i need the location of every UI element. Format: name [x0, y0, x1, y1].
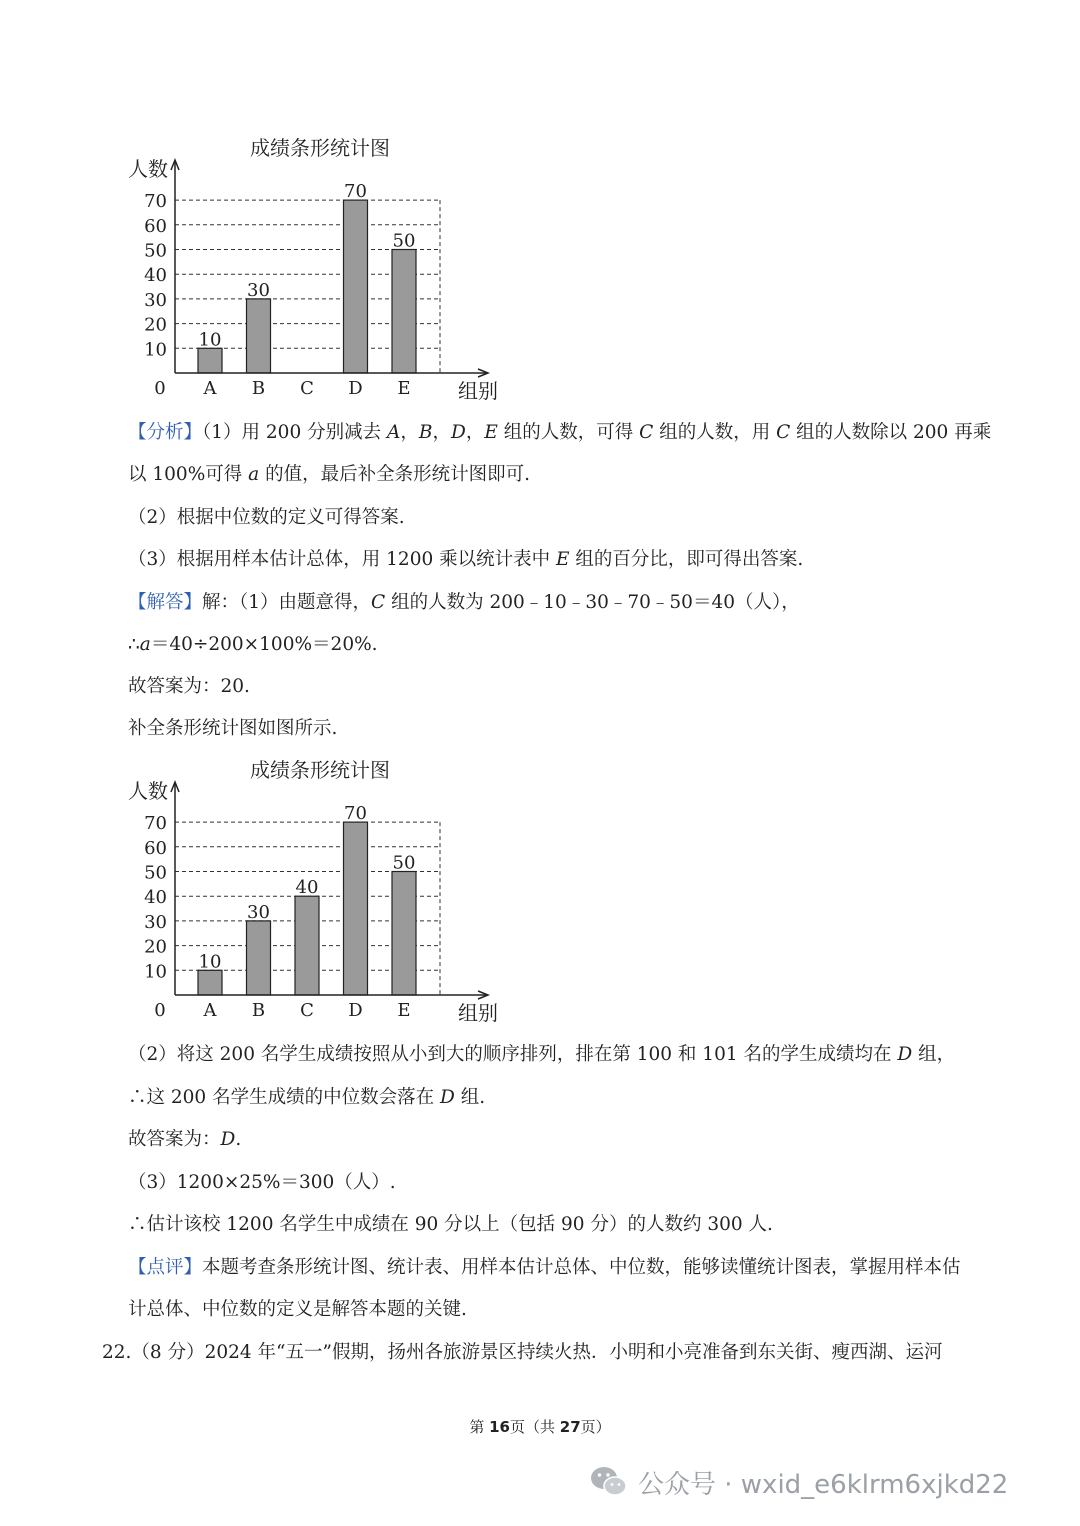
y-tick-60: 60 [144, 837, 167, 859]
text-run: 组， [912, 1044, 956, 1065]
x-tick-B: B [251, 378, 266, 399]
y-tick-70: 70 [144, 191, 167, 213]
text-run: ∴估计该校 1200 名学生中成绩在 90 分以上（包括 90 分）的人数约 300 人. [128, 1214, 773, 1235]
text-run: 页） [580, 1418, 611, 1436]
text-run: ， [432, 422, 452, 443]
text-run: ∴ [128, 634, 140, 655]
y-tick-50: 50 [144, 240, 167, 262]
var-D: D [439, 1087, 455, 1108]
bar-A [198, 348, 222, 373]
var-A: A [387, 422, 401, 443]
solution-line-5 [128, 1042, 955, 1068]
x-tick-A: A [203, 1000, 217, 1021]
text-run: 组的人数为 200﹣10﹣30﹣70﹣50＝40（人）， [385, 592, 800, 613]
bar-E [392, 250, 416, 374]
data-label-C: 40 [295, 877, 319, 899]
y-tick-30: 30 [144, 911, 167, 933]
solution-line-1 [128, 590, 800, 616]
text-run: （2）将这 200 名学生成绩按照从小到大的顺序排列，排在第 100 和 101 名的学生成绩均在 [128, 1044, 898, 1065]
chart-2-svg [120, 754, 520, 1024]
y-tick-20: 20 [144, 936, 167, 958]
var-D: D [897, 1044, 913, 1065]
var-C: C [776, 422, 791, 443]
bar-D [344, 200, 368, 373]
solution-line-9 [128, 1212, 773, 1238]
page-number: 16 [489, 1418, 510, 1436]
y-tick-20: 20 [144, 314, 167, 336]
comment-tag: 【点评】 [128, 1257, 203, 1278]
var-D: D [451, 422, 466, 443]
text-run: 组的人数，可得 [497, 422, 640, 443]
data-label-E: 50 [392, 230, 416, 252]
solution-line-8 [128, 1170, 396, 1196]
analysis-line-3 [128, 505, 405, 531]
chart-title: 成绩条形统计图 [250, 758, 390, 782]
analysis-tag: 【分析】 [128, 422, 203, 443]
y-axis-label: 人数 [128, 779, 168, 803]
y-tick-60: 60 [144, 215, 167, 237]
var-E: E [556, 549, 570, 570]
comment-line-1 [128, 1255, 961, 1281]
text-run: 组的百分比，即可得出答案. [569, 549, 804, 570]
var-a: a [248, 464, 260, 485]
text-run: （3）根据用样本估计总体，用 1200 乘以统计表中 [128, 549, 556, 570]
text-run: 第 [469, 1418, 490, 1436]
var-B: B [418, 422, 433, 443]
text-run: 本题考查条形统计图、统计表、用样本估计总体、中位数，能够读懂统计图表，掌握用样本估 [202, 1257, 961, 1278]
watermark-text: 公众号 · wxid_e6klrm6xjkd22 [638, 1469, 1009, 1500]
question-22 [102, 1340, 942, 1366]
y-tick-10: 10 [144, 961, 167, 983]
bar-B [247, 921, 271, 995]
text-run: 故答案为：20. [128, 676, 250, 697]
bar-A [198, 970, 222, 995]
text-run: 解：（1）由题意得， [202, 592, 372, 613]
text-run: （1）用 200 分别减去 [202, 422, 387, 443]
var-D: D [220, 1129, 236, 1150]
x-tick-E: E [397, 1000, 411, 1021]
text-run: 补全条形统计图如图所示. [128, 718, 338, 739]
data-label-B: 30 [247, 901, 270, 923]
x-axis-label: 组别 [458, 1001, 498, 1024]
text-run: 组的人数，用 [653, 422, 777, 443]
x-tick-C: C [300, 1000, 314, 1021]
solution-line-7 [128, 1127, 241, 1153]
data-label-A: 10 [198, 951, 222, 973]
y-tick-10: 10 [144, 339, 167, 361]
var-a: a [139, 634, 151, 655]
text-run: 组的人数除以 200 再乘 [790, 422, 992, 443]
text-run: 的值，最后补全条形统计图即可. [259, 464, 530, 485]
page-footer [0, 1416, 1080, 1437]
origin-label: 0 [154, 1000, 166, 1021]
bar-E [392, 872, 416, 996]
x-tick-C: C [300, 378, 314, 399]
analysis-line-2 [128, 462, 530, 488]
bar-chart-2 [120, 754, 520, 1024]
solution-line-3 [128, 674, 250, 700]
text-run: （3）1200×25%＝300（人）. [128, 1172, 396, 1193]
y-axis-label: 人数 [128, 157, 168, 181]
text-run: （2）根据中位数的定义可得答案. [128, 507, 405, 528]
y-tick-70: 70 [144, 813, 167, 835]
data-label-D: 70 [344, 181, 367, 203]
bar-D [344, 822, 368, 995]
text-run: . [235, 1129, 242, 1150]
page-total: 27 [559, 1418, 581, 1436]
wechat-icon [590, 1465, 628, 1499]
solution-tag: 【解答】 [128, 592, 203, 613]
data-label-A: 10 [198, 329, 222, 351]
var-C: C [371, 592, 386, 613]
data-label-D: 70 [344, 803, 367, 825]
origin-label: 0 [154, 378, 166, 399]
comment-line-2 [128, 1297, 467, 1323]
analysis-line-4 [128, 547, 803, 573]
bar-chart-1 [120, 132, 520, 402]
text-run: 计总体、中位数的定义是解答本题的关键. [128, 1299, 467, 1320]
text-run: ， [465, 422, 485, 443]
chart-1-svg [120, 132, 520, 402]
solution-line-4 [128, 716, 337, 742]
text-run: 组. [454, 1087, 486, 1108]
text-run: 22.（8 分）2024 年“五一”假期，扬州各旅游景区持续火热．小明和小亮准备到东关街、瘦西湖、运河 [102, 1342, 943, 1363]
bar-C [295, 896, 319, 995]
chart-title: 成绩条形统计图 [250, 136, 390, 160]
x-tick-B: B [251, 1000, 266, 1021]
text-run: 以 100%可得 [128, 464, 249, 485]
text-run: ∴这 200 名学生成绩的中位数会落在 [128, 1087, 440, 1108]
solution-line-2 [128, 632, 378, 658]
y-tick-50: 50 [144, 862, 167, 884]
var-C: C [639, 422, 654, 443]
y-tick-30: 30 [144, 289, 167, 311]
x-tick-D: D [348, 1000, 363, 1021]
x-tick-D: D [348, 378, 363, 399]
bar-B [247, 299, 271, 373]
y-tick-40: 40 [144, 887, 167, 909]
watermark [590, 1460, 1008, 1504]
x-tick-A: A [203, 378, 217, 399]
analysis-line-1 [128, 420, 991, 446]
data-label-E: 50 [392, 852, 416, 874]
solution-line-6 [128, 1085, 485, 1111]
x-tick-E: E [397, 378, 411, 399]
x-axis-label: 组别 [458, 379, 498, 402]
y-tick-40: 40 [144, 265, 167, 287]
var-E: E [484, 422, 498, 443]
text-run: ＝40÷200×100%＝20%. [150, 634, 378, 655]
text-run: ， [400, 422, 419, 443]
data-label-B: 30 [247, 279, 270, 301]
text-run: 故答案为： [128, 1129, 221, 1150]
text-run: 页（共 [509, 1418, 560, 1436]
